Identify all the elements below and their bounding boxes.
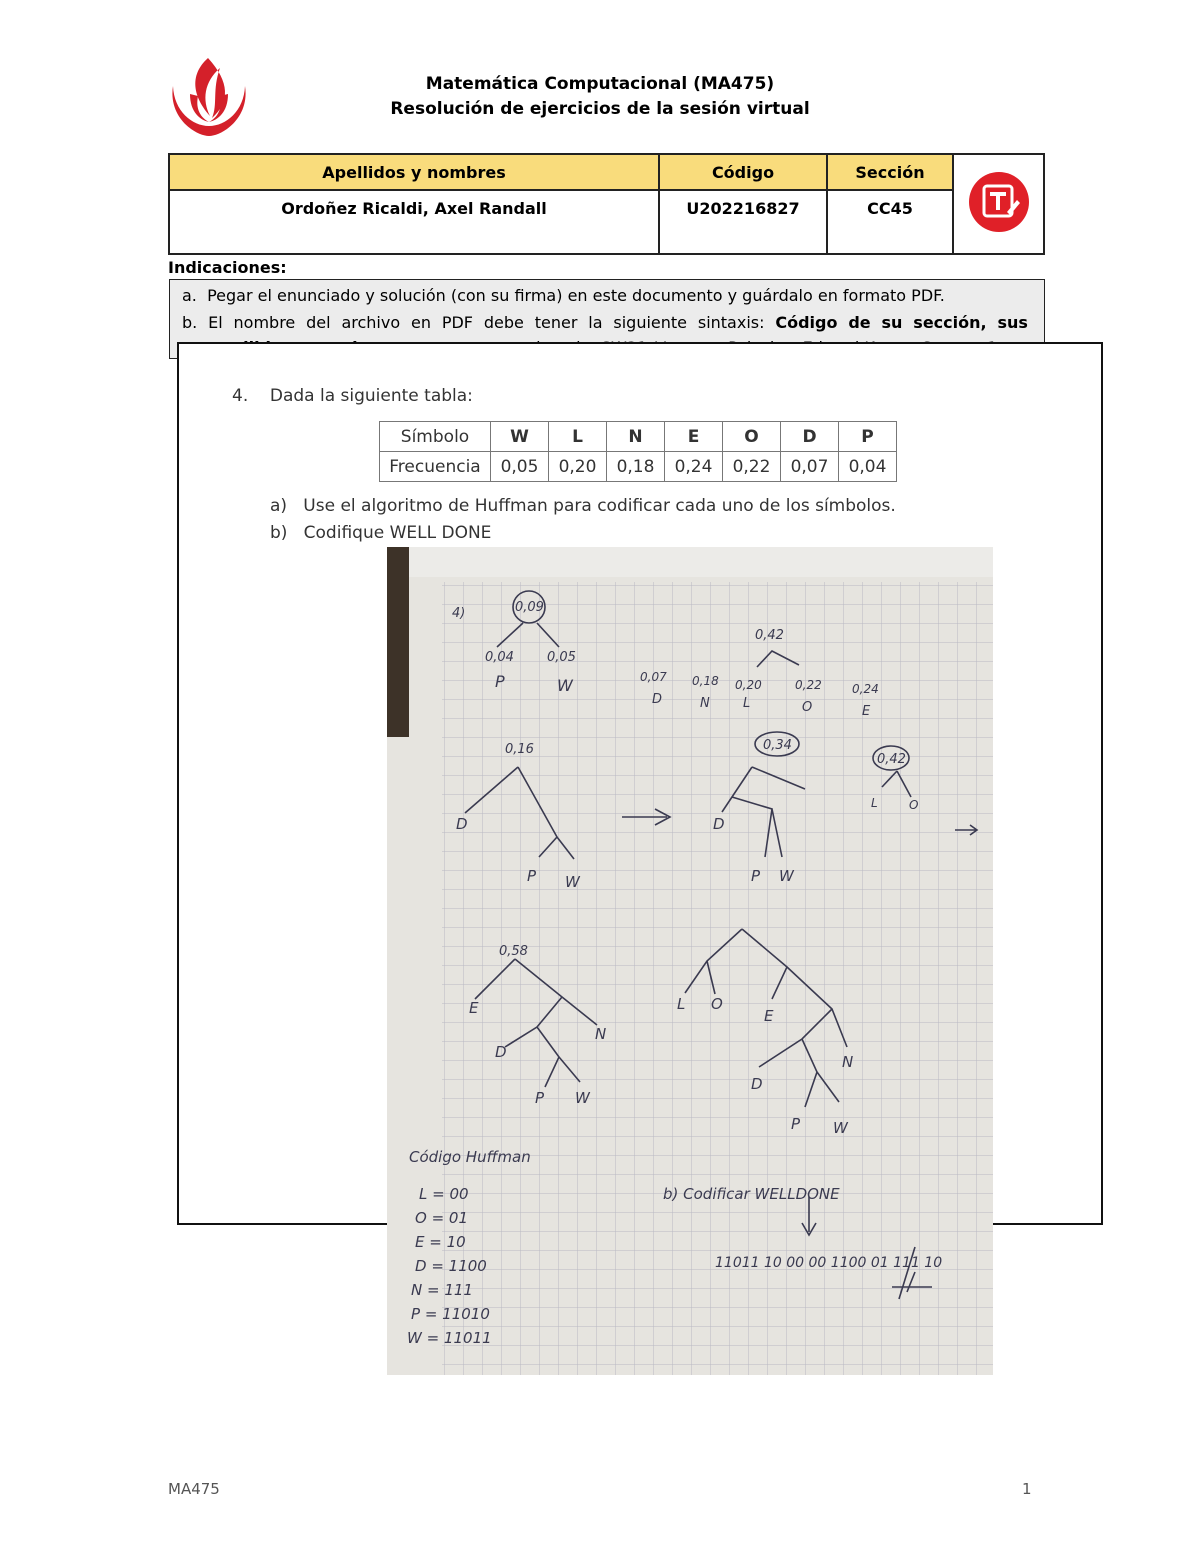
hw-f2: 0,20: [735, 678, 762, 692]
hw-n3: N: [842, 1053, 854, 1071]
svg-text:4): 4): [452, 606, 466, 621]
hw-s4: E: [862, 704, 871, 719]
page-number: 1: [1022, 1480, 1032, 1498]
symbol-cell: L: [549, 422, 607, 452]
hw-code: O = 01: [415, 1209, 468, 1227]
exercise-number: 4.: [232, 386, 249, 406]
hw-code: P = 11010: [411, 1305, 490, 1323]
hw-n1r: 0,05: [547, 650, 576, 665]
symbol-cell: W: [491, 422, 549, 452]
hw-code: E = 10: [415, 1233, 466, 1251]
indication-a-marker: a.: [182, 286, 197, 305]
symbol-label: Símbolo: [380, 422, 491, 452]
indication-b-word: nombre: [233, 313, 296, 332]
hw-w3: W: [779, 867, 794, 885]
frequency-cell: 0,07: [781, 452, 839, 482]
indication-b-word: PDF: [441, 313, 473, 332]
exercise-statement: [232, 386, 473, 406]
university-logo: [168, 56, 250, 136]
student-info-table: [168, 153, 1045, 255]
hw-codes-title: Código Huffman: [409, 1148, 531, 1166]
hw-t4: 0,58: [499, 944, 528, 959]
hw-l2: L: [677, 995, 686, 1013]
code-header: Código: [659, 154, 827, 190]
indication-a: [182, 286, 945, 305]
student-section: CC45: [827, 190, 953, 254]
exercise-statement-text: Dada la siguiente tabla:: [269, 386, 473, 406]
hw-code: L = 00: [419, 1185, 469, 1203]
frequency-cell: 0,05: [491, 452, 549, 482]
hw-f0: 0,07: [640, 670, 667, 684]
indication-b-word: tener: [534, 313, 578, 332]
hw-n1: 0,09: [515, 600, 544, 615]
part-b: [270, 523, 491, 543]
hw-t2: 0,34: [763, 738, 792, 753]
indication-b-word: la: [588, 313, 603, 332]
indication-b-word: del: [306, 313, 331, 332]
part-b-text: Codifique WELL DONE: [303, 523, 492, 543]
indication-b: [182, 313, 1028, 332]
hw-p5: P: [791, 1115, 801, 1133]
name-header: Apellidos y nombres: [169, 154, 659, 190]
hw-f3: 0,22: [795, 678, 822, 692]
frequency-cell: 0,24: [665, 452, 723, 482]
part-a-marker: a): [270, 496, 288, 516]
hw-code: W = 11011: [407, 1329, 492, 1347]
indication-b-word: El: [208, 313, 223, 332]
part-a-text: Use el algoritmo de Huffman para codificar cada uno de los símbolos.: [303, 496, 896, 516]
hw-n1l: 0,04: [485, 650, 514, 665]
hw-w5: W: [833, 1119, 848, 1137]
indication-b-word: sección,: [913, 313, 987, 332]
symbol-cell: P: [839, 422, 897, 452]
part-b-marker: b): [270, 523, 288, 543]
hw-d2: D: [713, 815, 725, 833]
indication-b-word: debe: [483, 313, 524, 332]
symbol-cell: N: [607, 422, 665, 452]
student-name: Ordoñez Ricaldi, Axel Randall: [169, 190, 659, 254]
indications-title: Indicaciones:: [168, 258, 287, 277]
hw-d1: D: [456, 815, 468, 833]
hw-s0: D: [652, 692, 663, 707]
handwritten-solution-photo: [387, 547, 993, 1375]
indication-a-text: Pegar el enunciado y solución (con su firma) en este documento y guárdalo en formato PDF.: [207, 286, 945, 305]
section-header: Sección: [827, 154, 953, 190]
hw-p3: P: [751, 867, 761, 885]
part-a: [270, 496, 896, 516]
indication-b-word: en: [410, 313, 431, 332]
frequency-cell: 0,04: [839, 452, 897, 482]
hw-l1: L: [871, 796, 878, 810]
hw-top-r: 0,42: [755, 628, 784, 643]
hw-d4: D: [751, 1075, 763, 1093]
hw-f1: 0,18: [692, 674, 719, 688]
student-code: U202216827: [659, 190, 827, 254]
indication-b-word: sus: [997, 313, 1028, 332]
hw-s1: N: [700, 696, 710, 711]
frequency-label: Frecuencia: [380, 452, 491, 482]
hw-encoded: 11011 10 00 00 1100 01 111 10: [715, 1255, 943, 1271]
frequency-cell: 0,20: [549, 452, 607, 482]
indication-b-marker: b.: [182, 313, 198, 332]
hw-n2: N: [595, 1025, 607, 1043]
hw-o1: O: [909, 798, 919, 812]
indication-b-word: Código: [775, 313, 838, 332]
frequency-cell: 0,18: [607, 452, 665, 482]
hw-p2: P: [527, 867, 537, 885]
turnitin-icon: [967, 170, 1031, 234]
hw-e2: E: [764, 1007, 774, 1025]
indication-b-word: archivo: [341, 313, 401, 332]
hw-p1: P: [495, 672, 505, 691]
hw-e1: E: [469, 999, 479, 1017]
footer-course-code: MA475: [168, 1480, 220, 1498]
indication-b-word: su: [881, 313, 903, 332]
hw-code: N = 111: [411, 1281, 473, 1299]
hw-code: D = 1100: [415, 1257, 487, 1275]
frequency-cell: 0,22: [723, 452, 781, 482]
course-title: Matemática Computacional (MA475): [425, 74, 775, 94]
symbol-cell: E: [665, 422, 723, 452]
hw-t1: 0,16: [505, 742, 534, 757]
hw-w2: W: [565, 873, 580, 891]
document-subtitle: Resolución de ejercicios de la sesión virtual: [390, 99, 810, 119]
turnitin-cell: [953, 154, 1044, 254]
symbol-cell: O: [723, 422, 781, 452]
hw-s2: L: [743, 696, 751, 711]
hw-t3: 0,42: [877, 752, 906, 767]
symbol-cell: D: [781, 422, 839, 452]
hw-p4: P: [535, 1089, 545, 1107]
hw-w1: W: [557, 676, 573, 695]
indication-b-word: de: [848, 313, 871, 332]
hw-encode-title: b) Codificar WELLDONE: [663, 1185, 840, 1203]
indication-b-word: sintaxis:: [697, 313, 765, 332]
hw-s3: O: [802, 700, 813, 715]
hw-d3: D: [495, 1043, 507, 1061]
frequency-table: [379, 421, 897, 482]
indication-b-word: siguiente: [613, 313, 687, 332]
hw-f4: 0,24: [852, 682, 879, 696]
hw-o2: O: [711, 995, 723, 1013]
hw-w4: W: [575, 1089, 590, 1107]
